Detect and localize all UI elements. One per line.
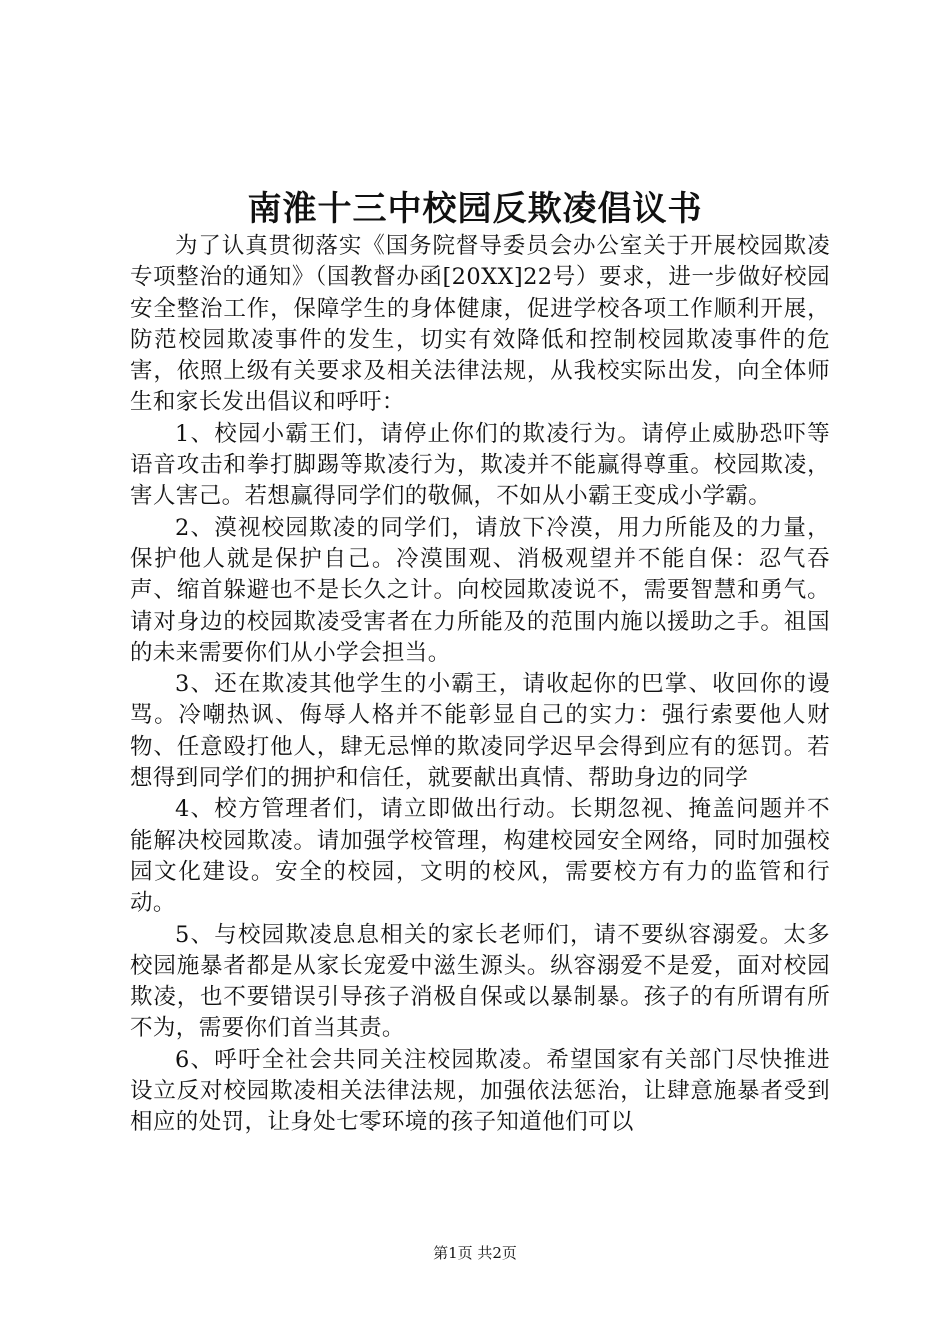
- document-title: 南淮十三中校园反欺凌倡议书: [247, 189, 703, 229]
- document-body: [130, 231, 830, 1139]
- paragraph-item-2: 2、漠视校园欺凌的同学们，请放下冷漠，用力所能及的力量，保护他人就是保护自己。冷漠围观、消极观望并不能自保：忍气吞声、缩首躲避也不是长久之计。向校园欺凌说不，需要智慧和勇气。请对身边的校园欺凌受害者在力所能及的范围内施以援助之手。祖国的未来需要你们从小学会担当。: [130, 514, 830, 666]
- paragraph-item-6: 6、呼吁全社会共同关注校园欺凌。希望国家有关部门尽快推进设立反对校园欺凌相关法律法规，加强依法惩治，让肆意施暴者受到相应的处罚，让身处七零环境的孩子知道他们可以: [130, 1046, 830, 1136]
- paragraph-item-5: 5、与校园欺凌息息相关的家长老师们，请不要纵容溺爱。太多校园施暴者都是从家长宠爱中滋生源头。纵容溺爱不是爱，面对校园欺凌，也不要错误引导孩子消极自保或以暴制暴。孩子的有所谓有所不为，需要你们首当其责。: [130, 921, 830, 1042]
- paragraph-item-4: 4、校方管理者们，请立即做出行动。长期忽视、掩盖问题并不能解决校园欺凌。请加强学校管理，构建校园安全网络，同时加强校园文化建设。安全的校园，文明的校风，需要校方有力的监管和行动。: [130, 796, 830, 917]
- page-number-footer: 第1页 共2页: [433, 1244, 517, 1262]
- intro-paragraph: 为了认真贯彻落实《国务院督导委员会办公室关于开展校园欺凌专项整治的通知》（国教督办函[20XX]22号）要求，进一步做好校园安全整治工作，保障学生的身体健康，促进学校各项工作顺利开展，防范校园欺凌事件的发生，切实有效降低和控制校园欺凌事件的危害，依照上级有关要求及相关法律法规，从我校实际出发，向全体师生和家长发出倡议和呼吁：: [130, 233, 830, 416]
- paragraph-item-3: 3、还在欺凌其他学生的小霸王，请收起你的巴掌、收回你的谩骂。冷嘲热讽、侮辱人格并不能彰显自己的实力：强行索要他人财物、任意殴打他人，肆无忌惮的欺凌同学迟早会得到应有的惩罚。若想得到同学们的拥护和信任，就要献出真情、帮助身边的同学: [130, 671, 830, 792]
- paragraph-item-1: 1、校园小霸王们，请停止你们的欺凌行为。请停止威胁恐吓等语音攻击和拳打脚踢等欺凌行为，欺凌并不能赢得尊重。校园欺凌，害人害己。若想赢得同学们的敬佩，不如从小霸王变成小学霸。: [130, 420, 830, 510]
